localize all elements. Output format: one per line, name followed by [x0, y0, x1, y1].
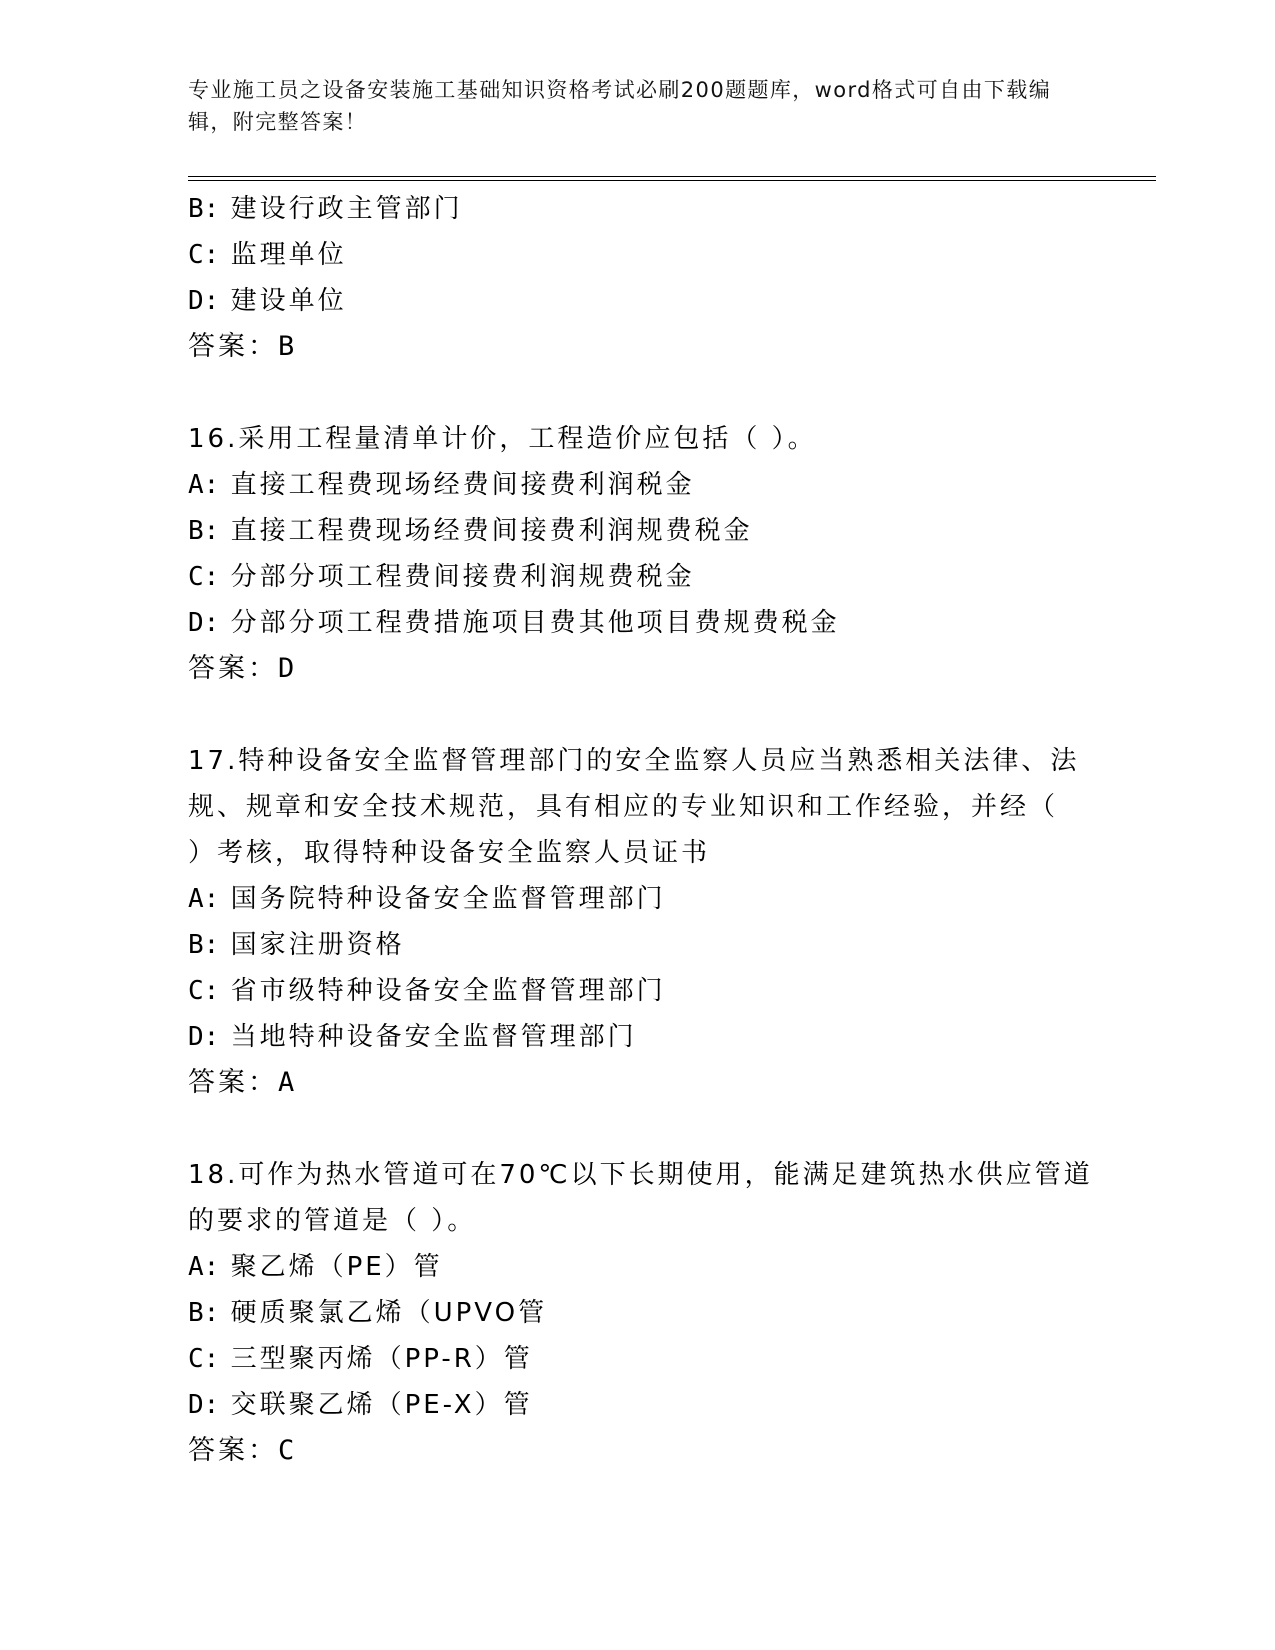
option-a: A: 聚乙烯（PE）管	[188, 1252, 443, 1282]
option-b: B: 建设行政主管部门	[188, 194, 463, 224]
header-divider	[188, 176, 1156, 181]
answer-line: 答案：B	[188, 331, 295, 362]
option-c: C: 分部分项工程费间接费利润规费税金	[188, 562, 695, 592]
question-stem-line: ）考核，取得特种设备安全监察人员证书	[188, 838, 711, 868]
question-stem-line: 17.特种设备安全监督管理部门的安全监察人员应当熟悉相关法律、法	[188, 746, 1080, 776]
question-block-17	[188, 738, 1088, 1106]
question-stem-line: 的要求的管道是（ ）。	[188, 1206, 477, 1236]
question-block-16	[188, 416, 1088, 692]
option-b: B: 硬质聚氯乙烯（UPVO管	[188, 1298, 548, 1328]
question-stem: 16.采用工程量清单计价，工程造价应包括（ ）。	[188, 424, 817, 454]
question-stem-line: 18.可作为热水管道可在70℃以下长期使用，能满足建筑热水供应管道	[188, 1160, 1093, 1190]
option-d: D: 分部分项工程费措施项目费其他项目费规费税金	[188, 608, 840, 638]
option-a: A: 国务院特种设备安全监督管理部门	[188, 884, 666, 914]
option-b: B: 国家注册资格	[188, 930, 405, 960]
option-d: D: 当地特种设备安全监督管理部门	[188, 1022, 637, 1052]
question-block-18	[188, 1152, 1093, 1474]
option-c: C: 三型聚丙烯（PP-R）管	[188, 1344, 533, 1374]
option-b: B: 直接工程费现场经费间接费利润规费税金	[188, 516, 753, 546]
header-title: 专业施工员之设备安装施工基础知识资格考试必刷200题题库，word格式可自由下载编辑，附完整答案！	[188, 78, 1052, 134]
option-c: C: 省市级特种设备安全监督管理部门	[188, 976, 666, 1006]
document-body	[188, 186, 1093, 1474]
option-d: D: 建设单位	[188, 286, 347, 316]
option-a: A: 直接工程费现场经费间接费利润税金	[188, 470, 695, 500]
answer-line: 答案：C	[188, 1435, 295, 1466]
answer-line: 答案：A	[188, 1067, 295, 1098]
question-block-partial	[188, 186, 1088, 370]
question-stem-line: 规、规章和安全技术规范，具有相应的专业知识和工作经验，并经（	[188, 792, 1059, 822]
document-header	[188, 74, 1088, 138]
answer-line: 答案：D	[188, 653, 295, 684]
option-d: D: 交联聚乙烯（PE-X）管	[188, 1390, 533, 1420]
option-c: C: 监理单位	[188, 240, 347, 270]
